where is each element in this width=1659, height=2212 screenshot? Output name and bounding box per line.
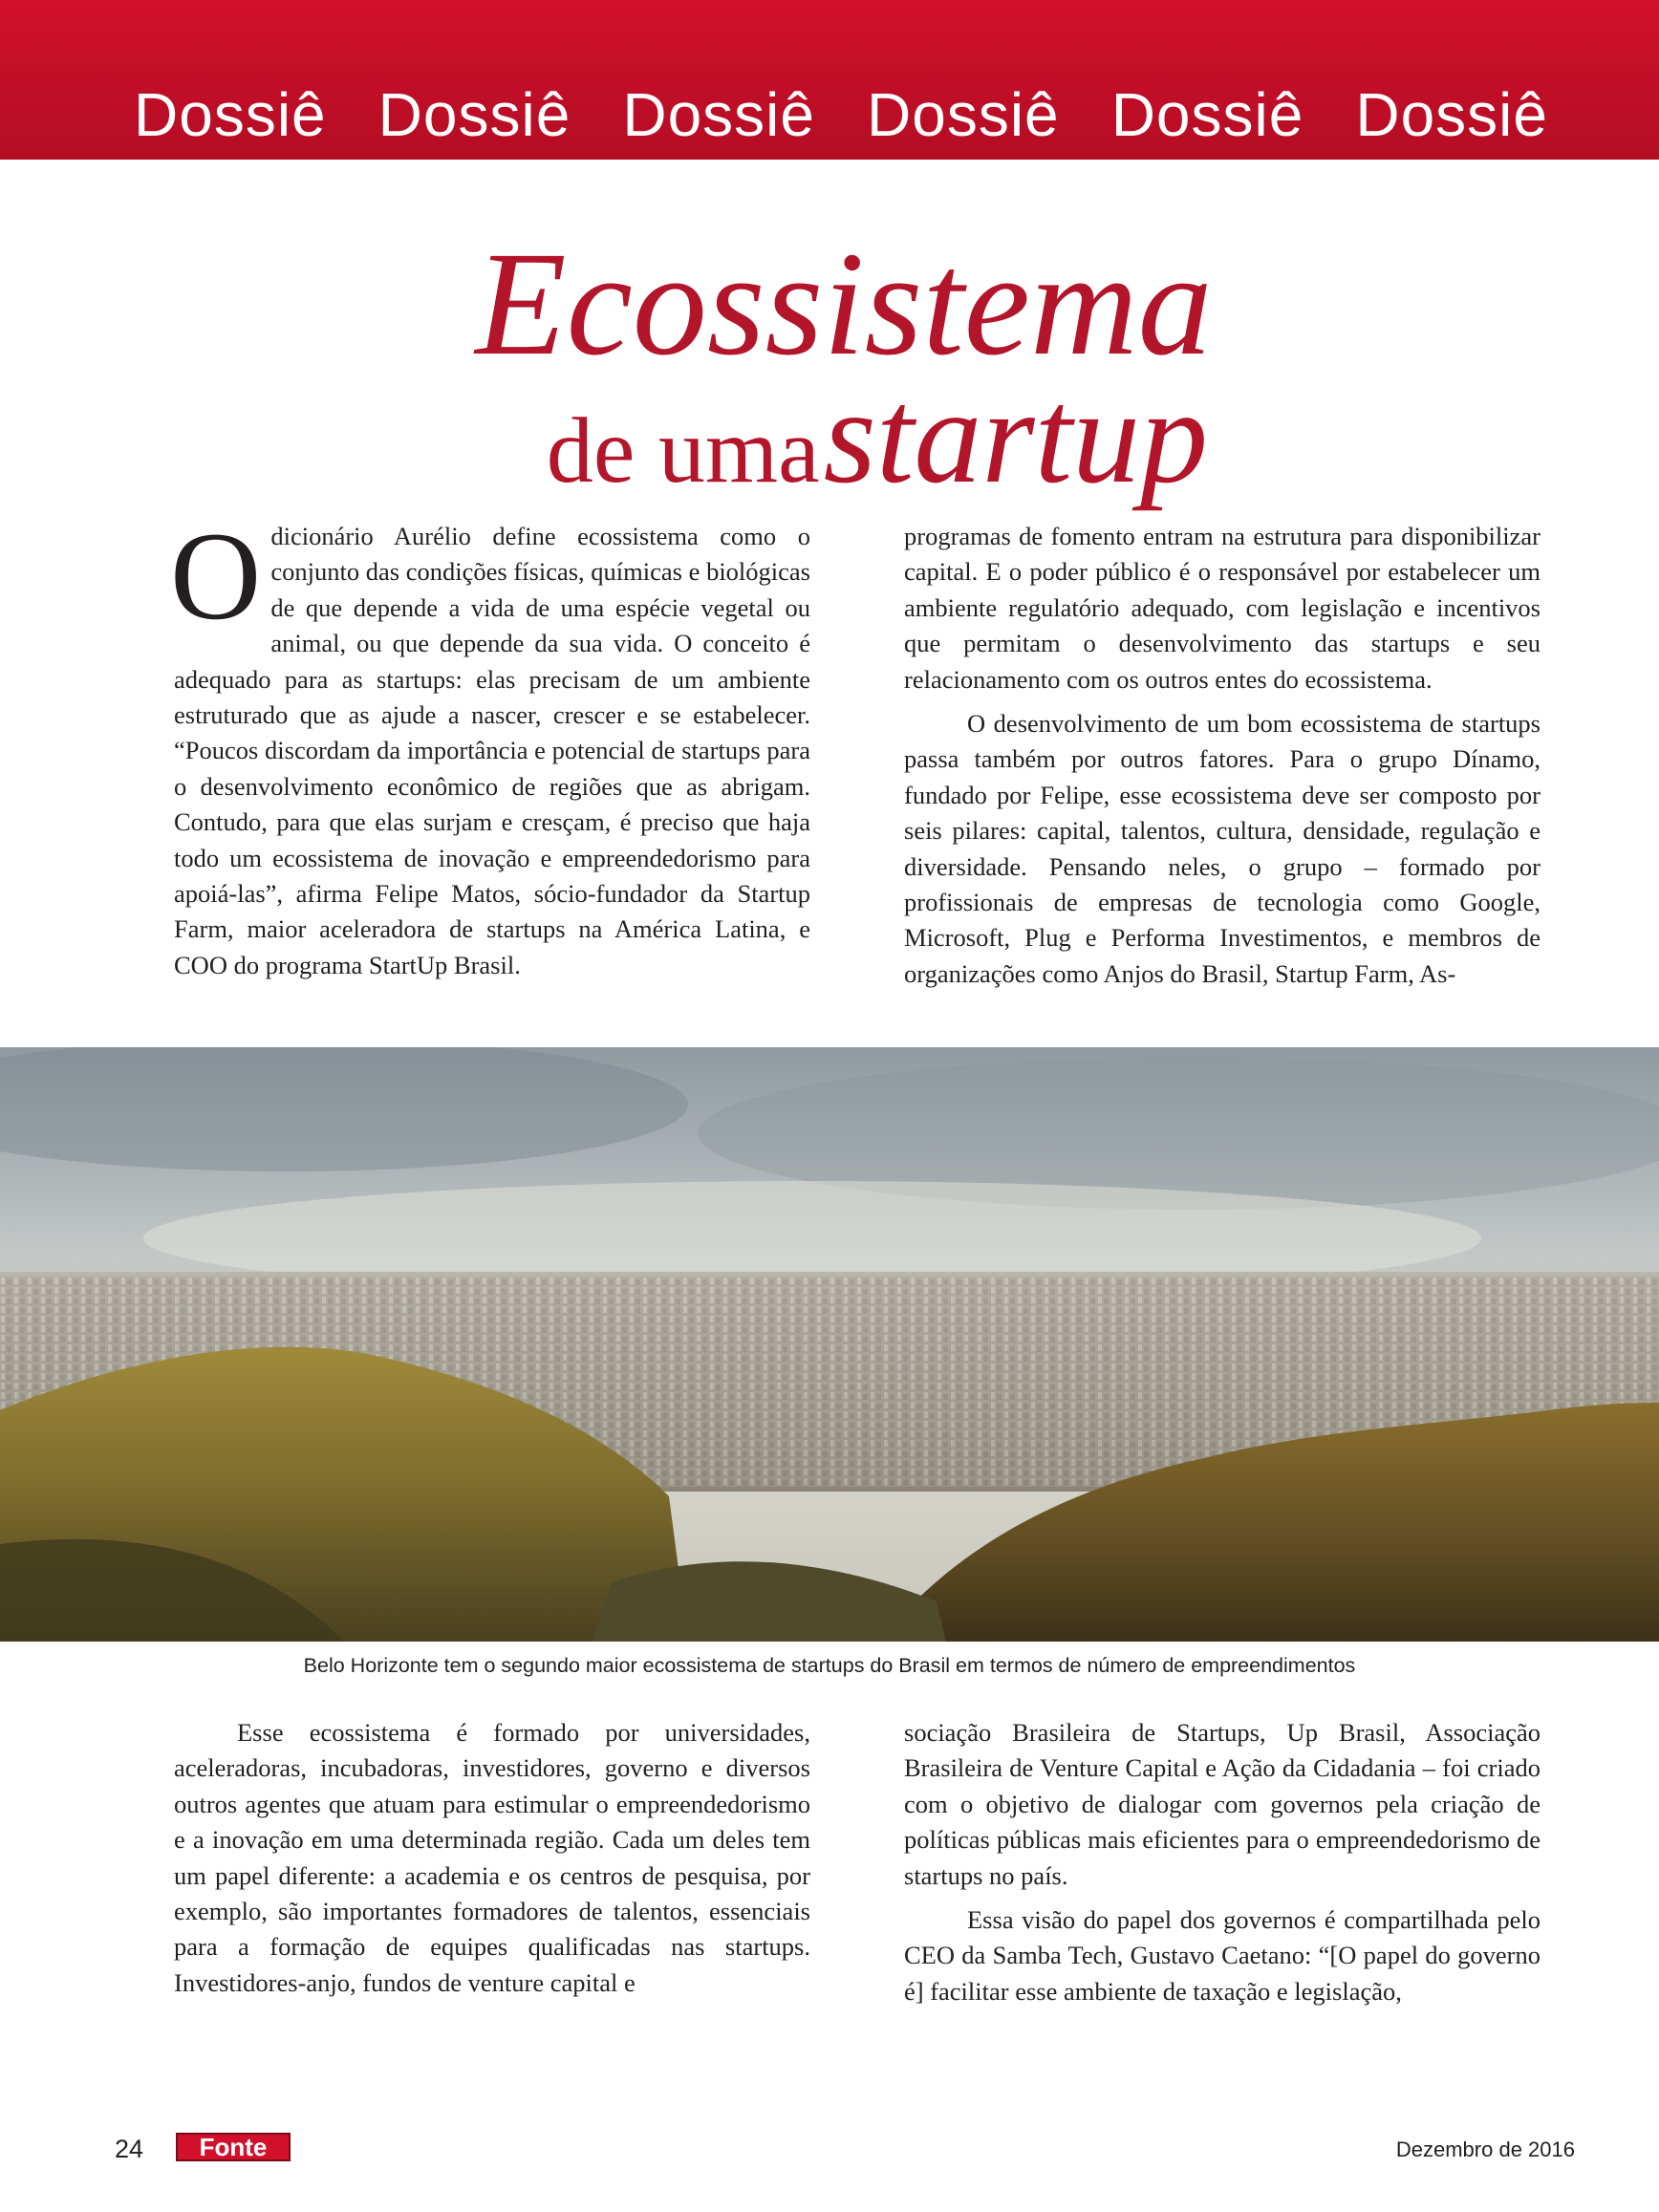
article-column-2 — [904, 519, 1540, 992]
paragraph: O desenvolvimento de um bom ecossistema de startups passa também por outros fatores. Para o grupo Dínamo, fundado por Felipe, esse ecossistema deve ser composto por seis pilares: capital, talentos, cultura, densidade, regulação e diversidade. Pensando neles, o grupo – formado por profissionais de empresas de tecnologia como Google, Microsoft, Plug e Performa Investimentos, e membros de organizações como Anjos do Brasil, Startup Farm, As- — [904, 709, 1540, 988]
article-title: Ecossistema — [475, 221, 1213, 386]
city-photo — [0, 1047, 1659, 1642]
photo-caption: Belo Horizonte tem o segundo maior ecossistema de startups do Brasil em termos de número de empreendimentos — [303, 1654, 1356, 1677]
section-banner — [0, 0, 1659, 160]
article-column-3 — [174, 1715, 810, 2001]
paragraph: dicionário Aurélio define ecossistema como o conjunto das condições físicas, químicas e biológicas de que depende a vida de uma espécie vegetal ou animal, ou que depende da sua vida. O conceito é adequado para as startups: elas precisam de um ambiente estruturado que as ajude a nascer, crescer e se estabelecer. “Poucos discordam da importância e potencial de startups para o desenvolvimento econômico de regiões que as abrigam. Contudo, para que elas surjam e cresçam, é preciso que haja todo um ecossistema de inovação e empreendedorismo para apoiá-las”, afirma Felipe Matos, sócio-fundador da Startup Farm, maior aceleradora de startups na América Latina, e COO do programa StartUp Brasil. — [174, 522, 810, 979]
banner-word: Dossiê — [1355, 80, 1548, 149]
paragraph: Esse ecossistema é formado por universidades, aceleradoras, incubadoras, investidores, governo e diversos outros agentes que atuam para estimular o empreendedorismo e a inovação em uma determinada região. Cada um deles tem um papel diferente: a academia e os centros de pesquisa, por exemplo, são importantes formadores de talentos, essenciais para a formação de equipes qualificadas nas startups. Investidores-anjo, fundos de venture capital e — [174, 1718, 810, 1997]
subtitle-prefix: de uma — [546, 399, 820, 503]
magazine-logo-text: Fonte — [199, 2133, 268, 2161]
article-subtitle — [0, 360, 1659, 511]
subtitle-emphasis: startup — [823, 360, 1209, 511]
article-column-1 — [170, 505, 810, 983]
banner-word: Dossiê — [134, 80, 327, 149]
banner-word: Dossiê — [377, 80, 571, 149]
article-column-4 — [904, 1715, 1540, 2009]
banner-words — [134, 80, 1548, 149]
banner-word: Dossiê — [622, 80, 815, 149]
issue-date: Dezembro de 2016 — [1395, 2137, 1575, 2161]
banner-word: Dossiê — [1110, 80, 1304, 149]
page-number: 24 — [115, 2135, 144, 2163]
drop-cap: O — [170, 505, 262, 646]
paragraph: programas de fomento entram na estrutura para disponibilizar capital. E o poder público é o responsável por estabelecer um ambiente regulatório adequado, com legislação e incentivos que permitam o desenvolvimento das startups e seu relacionamento com os outros entes do ecossistema. — [904, 522, 1540, 694]
paragraph: Essa visão do papel dos governos é compartilhada pelo CEO da Samba Tech, Gustavo Caetano: “[O papel do governo é] facilitar esse ambiente de taxação e legislação, — [904, 1905, 1540, 2006]
banner-word: Dossiê — [867, 80, 1060, 149]
magazine-logo — [176, 2133, 291, 2161]
paragraph: sociação Brasileira de Startups, Up Brasil, Associação Brasileira de Venture Capital e Ação da Cidadania – foi criado com o objetivo de dialogar com governos pela criação de políticas públicas mais eficientes para o empreendedorismo de startups no país. — [904, 1718, 1540, 1890]
